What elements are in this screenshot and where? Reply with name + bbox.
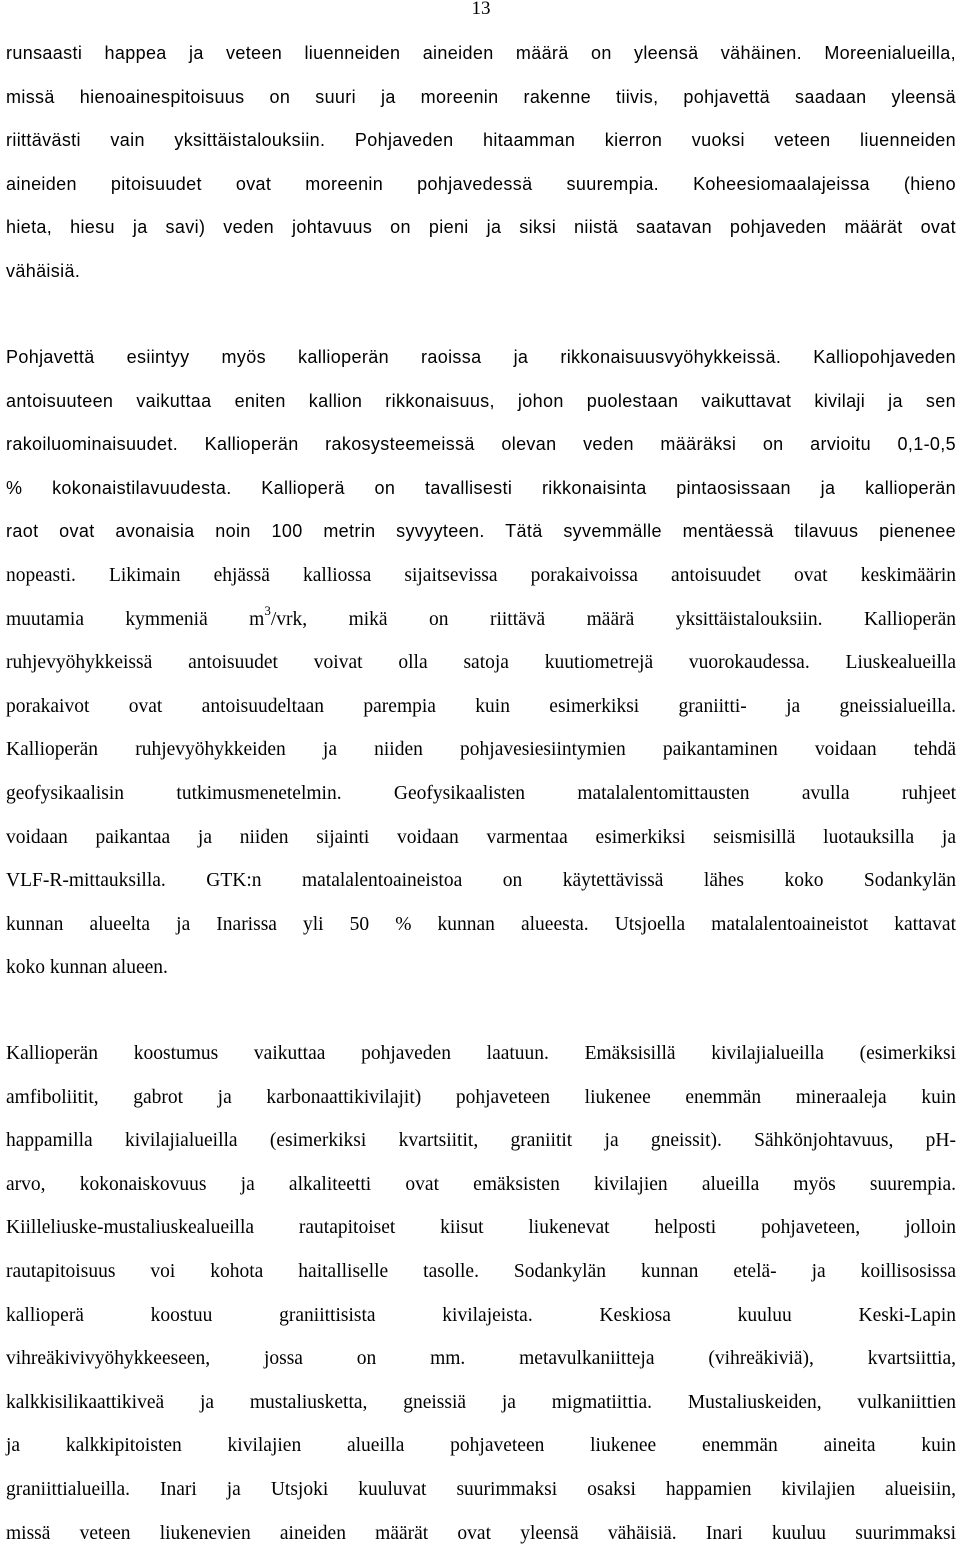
text-fragment: /vrk, mikä on riittävä määrä yksittäistalouksiin. Kallioperän bbox=[270, 608, 956, 630]
text-line: vähäisiä. bbox=[6, 260, 81, 281]
text-line: Kiilleliuske-mustaliuskealueilla rautapitoiset kiisut liukenevat helposti pohjaveteen, jolloin bbox=[6, 1217, 956, 1239]
text-line: Kallioperän ruhjevyöhykkeiden ja niiden pohjavesiesiintymien paikantaminen voidaan tehdä bbox=[6, 739, 956, 761]
text-line: vihreäkivivyöhykkeeseen, jossa on mm. metavulkaniitteja (vihreäkiviä), kvartsiittia, bbox=[6, 1348, 956, 1370]
text-line: arvo, kokonaiskovuus ja alkaliteetti ovat emäksisten kivilajien alueilla myös suurempia. bbox=[6, 1173, 956, 1195]
text-line: ja kalkkipitoisten kivilajien alueilla pohjaveteen liukenee enemmän aineita kuin bbox=[6, 1435, 956, 1457]
text-line: graniittialueilla. Inari ja Utsjoki kuuluvat suurimmaksi osaksi happamien kivilajien alueisiin, bbox=[6, 1478, 956, 1500]
paragraph-kallioperan-pohjavesi bbox=[0, 336, 960, 990]
text-line: kalkkisilikaattikiveä ja mustaliusketta, gneissiä ja migmatiittia. Mustaliuskeiden, vulkaniittien bbox=[6, 1391, 956, 1413]
text-line: aineiden pitoisuudet ovat moreenin pohjavedessä suurempia. Koheesiomaalajeissa (hieno bbox=[6, 173, 956, 194]
text-line: runsaasti happea ja veteen liuenneiden aineiden määrä on yleensä vähäinen. Moreenialueilla, bbox=[6, 43, 956, 63]
text-line-with-superscript bbox=[0, 598, 960, 642]
text-line: missä hienoainespitoisuus on suuri ja moreenin rakenne tiivis, pohjavettä saadaan yleensä bbox=[6, 86, 956, 107]
superscript: 3 bbox=[264, 603, 271, 619]
text-line: voidaan paikantaa ja niiden sijainti voidaan varmentaa esimerkiksi seismisillä luotauksilla ja bbox=[6, 826, 956, 848]
text-line: rakoiluominaisuudet. Kallioperän rakosysteemeissä olevan veden määräksi on arvioitu 0,1-0,5 bbox=[6, 434, 956, 455]
text-line: koko kunnan alueen. bbox=[6, 957, 168, 979]
text-line: nopeasti. Likimain ehjässä kalliossa sijaitsevissa porakaivoissa antoisuudet ovat keskimäärin bbox=[6, 564, 956, 586]
page-number: 13 bbox=[471, 0, 491, 19]
paragraph-moreeni bbox=[0, 32, 960, 294]
text-line: ruhjevyöhykkeissä antoisuudet voivat olla satoja kuutiometrejä vuorokaudessa. Liuskealueilla bbox=[6, 652, 956, 674]
text-line: raot ovat avonaisia noin 100 metrin syvyyteen. Tätä syvemmälle mentäessä tilavuus pienenee bbox=[6, 521, 956, 542]
text-line: riittävästi vain yksittäistalouksiin. Pohjaveden hitaamman kierron vuoksi veteen liuenneiden bbox=[6, 130, 956, 151]
text-line: Pohjavettä esiintyy myös kallioperän raoissa ja rikkonaisuusvyöhykkeissä. Kalliopohjaveden bbox=[6, 347, 956, 367]
text-line: happamilla kivilajialueilla (esimerkiksi kvartsiitit, graniitit ja gneissit). Sähkönjohtavuus, pH- bbox=[6, 1130, 956, 1152]
text-line: missä veteen liukenevien aineiden määrät ovat yleensä vähäisiä. Inari kuuluu suurimmaksi bbox=[6, 1522, 956, 1544]
text-line: antoisuuteen vaikuttaa eniten kallion rikkonaisuus, johon puolestaan vaikuttavat kivilaji ja sen bbox=[6, 390, 956, 411]
text-line: rautapitoisuus voi kohota haitalliselle tasolle. Sodankylän kunnan etelä- ja koillisosissa bbox=[6, 1260, 956, 1282]
paragraph-kallioperan-koostumus bbox=[0, 1032, 960, 1555]
text-line: geofysikaalisin tutkimusmenetelmin. Geofysikaalisten matalalentomittausten avulla ruhjeet bbox=[6, 782, 956, 804]
text-fragment: muutamia kymmeniä m bbox=[6, 608, 265, 630]
text-line: % kokonaistilavuudesta. Kallioperä on tavallisesti rikkonaisinta pintaosissaan ja kallioperän bbox=[6, 477, 956, 498]
text-line: porakaivot ovat antoisuudeltaan parempia kuin esimerkiksi graniitti- ja gneissialueilla. bbox=[6, 695, 956, 717]
text-line: kallioperä koostuu graniittisista kivilajeista. Keskiosa kuuluu Keski-Lapin bbox=[6, 1304, 956, 1326]
text-line: Kallioperän koostumus vaikuttaa pohjaveden laatuun. Emäksisillä kivilajialueilla (esimerkiksi bbox=[6, 1043, 956, 1064]
text-line: hieta, hiesu ja savi) veden johtavuus on pieni ja siksi niistä saatavan pohjaveden määrät ovat bbox=[6, 217, 956, 238]
text-line: kunnan alueelta ja Inarissa yli 50 % kunnan alueesta. Utsjoella matalalentoaineistot kattavat bbox=[6, 913, 956, 935]
text-line: amfiboliitit, gabrot ja karbonaattikivilajit) pohjaveteen liukenee enemmän mineraaleja kuin bbox=[6, 1086, 956, 1108]
text-line: VLF-R-mittauksilla. GTK:n matalalentoaineistoa on käytettävissä lähes koko Sodankylän bbox=[6, 870, 956, 892]
